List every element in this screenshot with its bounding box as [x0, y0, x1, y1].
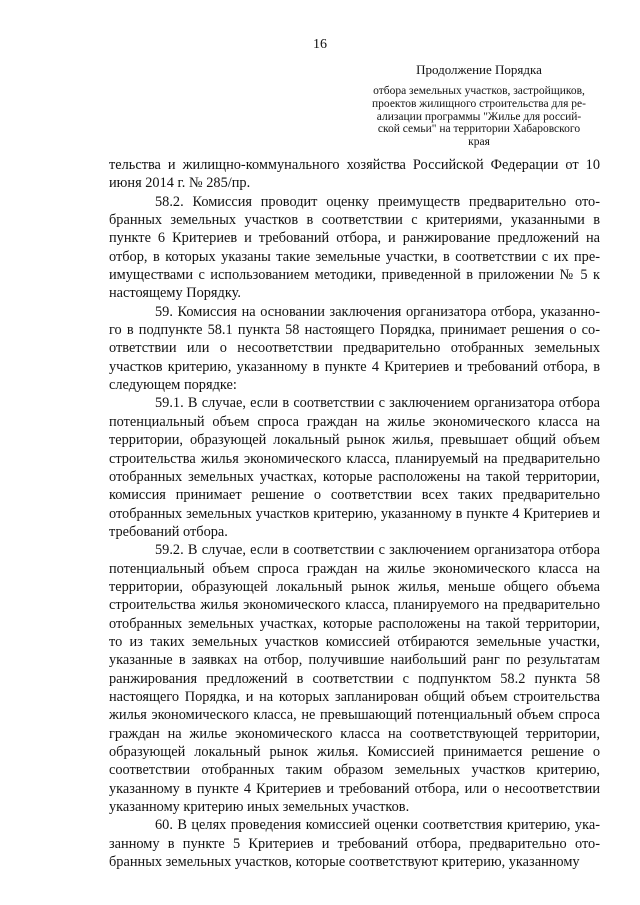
- page-number: 16: [313, 37, 327, 52]
- header-subtitle-line: отбора земельных участков, застройщиков,: [373, 85, 585, 97]
- paragraph-60: 60. В целях проведения комиссией оценки соответствия критерию, указанному в пункте 5 Критериев и требований отбора, предварительно отобранных земельных участков, которые соответствуют критерию, указанному: [109, 817, 600, 871]
- paragraph-continuation: тельства и жилищно-коммунального хозяйства Российской Федерации от 10 июня 2014 г. № 285/пр.: [109, 157, 600, 192]
- paragraph-58-2: 58.2. Комиссия проводит оценку преимуществ предварительно отобранных земельных участков в соответствии с критериями, указанными в пункте 6 Критериев и требований отбора, и ранжирование предложений на отбор, в которых указаны такие земельные участки, в соответствии с их преимуществами с использованием методики, приведенной в приложении № 5 к настоящему Порядку.: [109, 193, 600, 302]
- document-body: [109, 156, 600, 871]
- document-header: [360, 62, 598, 149]
- paragraph-59-1: 59.1. В случае, если в соответствии с заключением организатора отбора потенциальный объем спроса граждан на жилье экономического класса на территории, образующей локальный рынок жилья, превышает общий объем строительства жилья экономического класса, планируемый на предварительно отобранных земельных участках, которые расположены на такой территории, комиссия принимает решение о соответствии всех таких предварительно отобранных земельных участков критерию, указанному в пункте 4 Критериев и требований отбора.: [109, 395, 600, 540]
- header-subtitle-line: ской семьи" на территории Хабаровского: [377, 123, 581, 136]
- paragraph-59: 59. Комиссия на основании заключения организатора отбора, указанного в подпункте 58.1 пункта 58 настоящего Порядка, принимает решения о соответствии или о несоответствии предварительно отобранных земельных участков критерию, указанному в пункте 4 Критериев и требований отбора, в следующем порядке:: [109, 303, 600, 394]
- header-subtitle-line: края: [468, 136, 490, 149]
- header-title: Продолжение Порядка: [416, 62, 542, 77]
- header-subtitle-line: ализации программы "Жилье для россий-: [376, 110, 582, 123]
- header-subtitle-line: проектов жилищного строительства для ре-: [372, 97, 586, 110]
- paragraph-59-2: 59.2. В случае, если в соответствии с заключением организатора отбора потенциальный объем спроса граждан на жилье экономического класса на территории, образующей локальный рынок жилья, меньше общего объема строительства жилья экономического класса, планируемого на предварительно отобранных земельных участках, которые расположены на такой территории, то из таких земельных участков комиссией отбираются земельные участки, указанные в заявках на отбор, получившие наибольший ранг по результатам ранжирования предложений в соответствии с подпунктом 58.2 пункта 58 настоящего Порядка, и на которых запланирован общий объем строительства жилья экономического класса, не превышающий потенциальный объем спроса граждан на жилье экономического класса на соответствующей территории, образующей локальный рынок жилья. Комиссией принимается решение о соответствии отобранных таким образом земельных участков критерию, указанному в пункте 4 Критериев и требований отбора, или о несоответствии указанному критерию иных земельных участков.: [109, 542, 600, 816]
- header-subtitle: [360, 85, 598, 149]
